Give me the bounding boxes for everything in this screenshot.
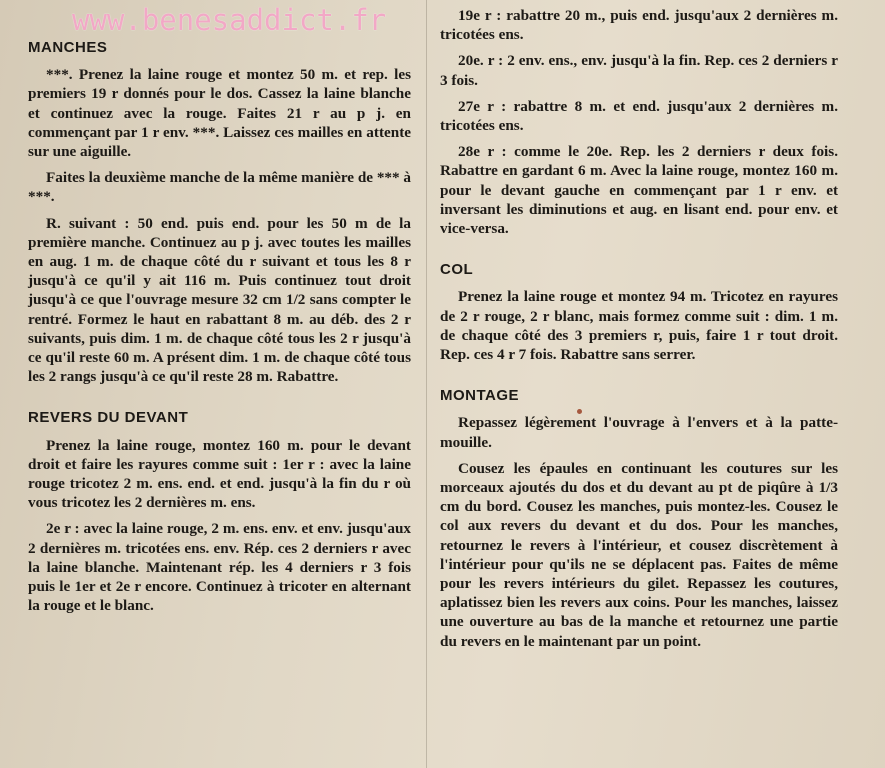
row-20-instruction: 20e. r : 2 env. ens., env. jusqu'à la fin. Rep. ces 2 derniers r 3 fois. — [440, 52, 838, 89]
site-watermark: www.benesaddict.fr — [72, 3, 387, 37]
heading-manches: MANCHES — [28, 39, 108, 56]
manches-paragraph-3: R. suivant : 50 end. puis end. pour les 50 m de la première manche. Continuez au p j. avec toutes les mailles en aug. 1 m. de chaque côté du r suivant et tous les 8 r jusqu'à ce qu'il y ait 116 m. Puis continuez tout droit jusqu'à ce que l'ouvrage mesure 32 cm 1/2 sans compter le rentré. Formez le haut en rabattant 8 m. au déb. des 2 r suivants, puis dim. 1 m. de chaque côté tous les 2 r jusqu'à ce qu'il reste 60 m. A présent dim. 1 m. de chaque côté tous les 2 rangs jusqu'à ce qu'il reste 28 m. Rabattre. — [28, 214, 411, 386]
left-column — [28, 0, 411, 622]
row-27-instruction: 27e r : rabattre 8 m. et end. jusqu'aux 2 dernières m. tricotées ens. — [440, 97, 838, 135]
right-column — [440, 0, 838, 658]
col-paragraph-1: Prenez la laine rouge et montez 94 m. Tricotez en rayures de 2 r rouge, 2 r blanc, mais formez comme suit : dim. 1 m. de chaque côté des 3 premiers r, puis, faire 1 r tout droit. Rep. ces 4 r 7 fois. Rabattre sans serrer. — [440, 288, 838, 364]
montage-paragraph-2: Cousez les épaules en continuant les coutures sur les morceaux ajoutés du dos et du devant au pt de piqûre à 1/3 cm du bord. Cousez les manches, puis montez-les. Cousez le col aux revers du devant et du dos. Pour les manches, retournez le revers à l'intérieur, et cousez discrètement à l'intérieur pour qu'ils ne se déplacent pas. Faites de même pour les revers intérieurs du gilet. Repassez les coutures, aplatissez bien les revers aux coins. Pour les manches, laissez une ouverture au bas de la manche et retournez une partie du revers en le maintenant par un point. — [440, 459, 838, 650]
heading-montage: MONTAGE — [440, 387, 520, 405]
heading-col: COL — [440, 261, 474, 279]
heading-revers-du-devant: REVERS DU DEVANT — [28, 409, 189, 427]
column-divider — [426, 0, 427, 768]
revers-paragraph-1: Prenez la laine rouge, montez 160 m. pour le devant droit et faire les rayures comme suit : 1er r : avec la laine rouge tricotez 2 m. ens. end. et end. jusqu'à la fin du r où vous tricotez les 2 dernières m. ens. — [28, 436, 411, 512]
manches-paragraph-2: Faites la deuxième manche de la même manière de *** à ***. — [28, 169, 411, 206]
row-28-instruction: 28e r : comme le 20e. Rep. les 2 derniers r deux fois. Rabattre en gardant 6 m. Avec la laine rouge, montez 160 m. pour le devant gauche en commençant par 1 r env. et inversant les diminutions et aug. en lisant end. pour env. et vice-versa. — [440, 143, 838, 238]
montage-paragraph-1: Repassez légèrement l'ouvrage à l'envers et à la patte-mouille. — [440, 414, 838, 451]
row-19-instruction: 19e r : rabattre 20 m., puis end. jusqu'aux 2 dernières m. tricotées ens. — [440, 7, 838, 44]
manches-paragraph-1: ***. Prenez la laine rouge et montez 50 m. et rep. les premiers 19 r donnés pour le dos. Cassez la laine blanche et continuez avec la rouge. Faites 21 r au p j. en commençant par 1 r env. ***. Laissez ces mailles en attente sur une aiguille. — [28, 66, 411, 161]
revers-paragraph-2: 2e r : avec la laine rouge, 2 m. ens. env. et env. jusqu'aux 2 dernières m. tricotées ens. env. Rép. ces 2 derniers r avec la laine blanche. Maintenant rép. les 4 derniers r 3 fois puis le 1er et 2e r encore. Continuez à tricoter en alternant la rouge et le blanc. — [28, 520, 411, 615]
